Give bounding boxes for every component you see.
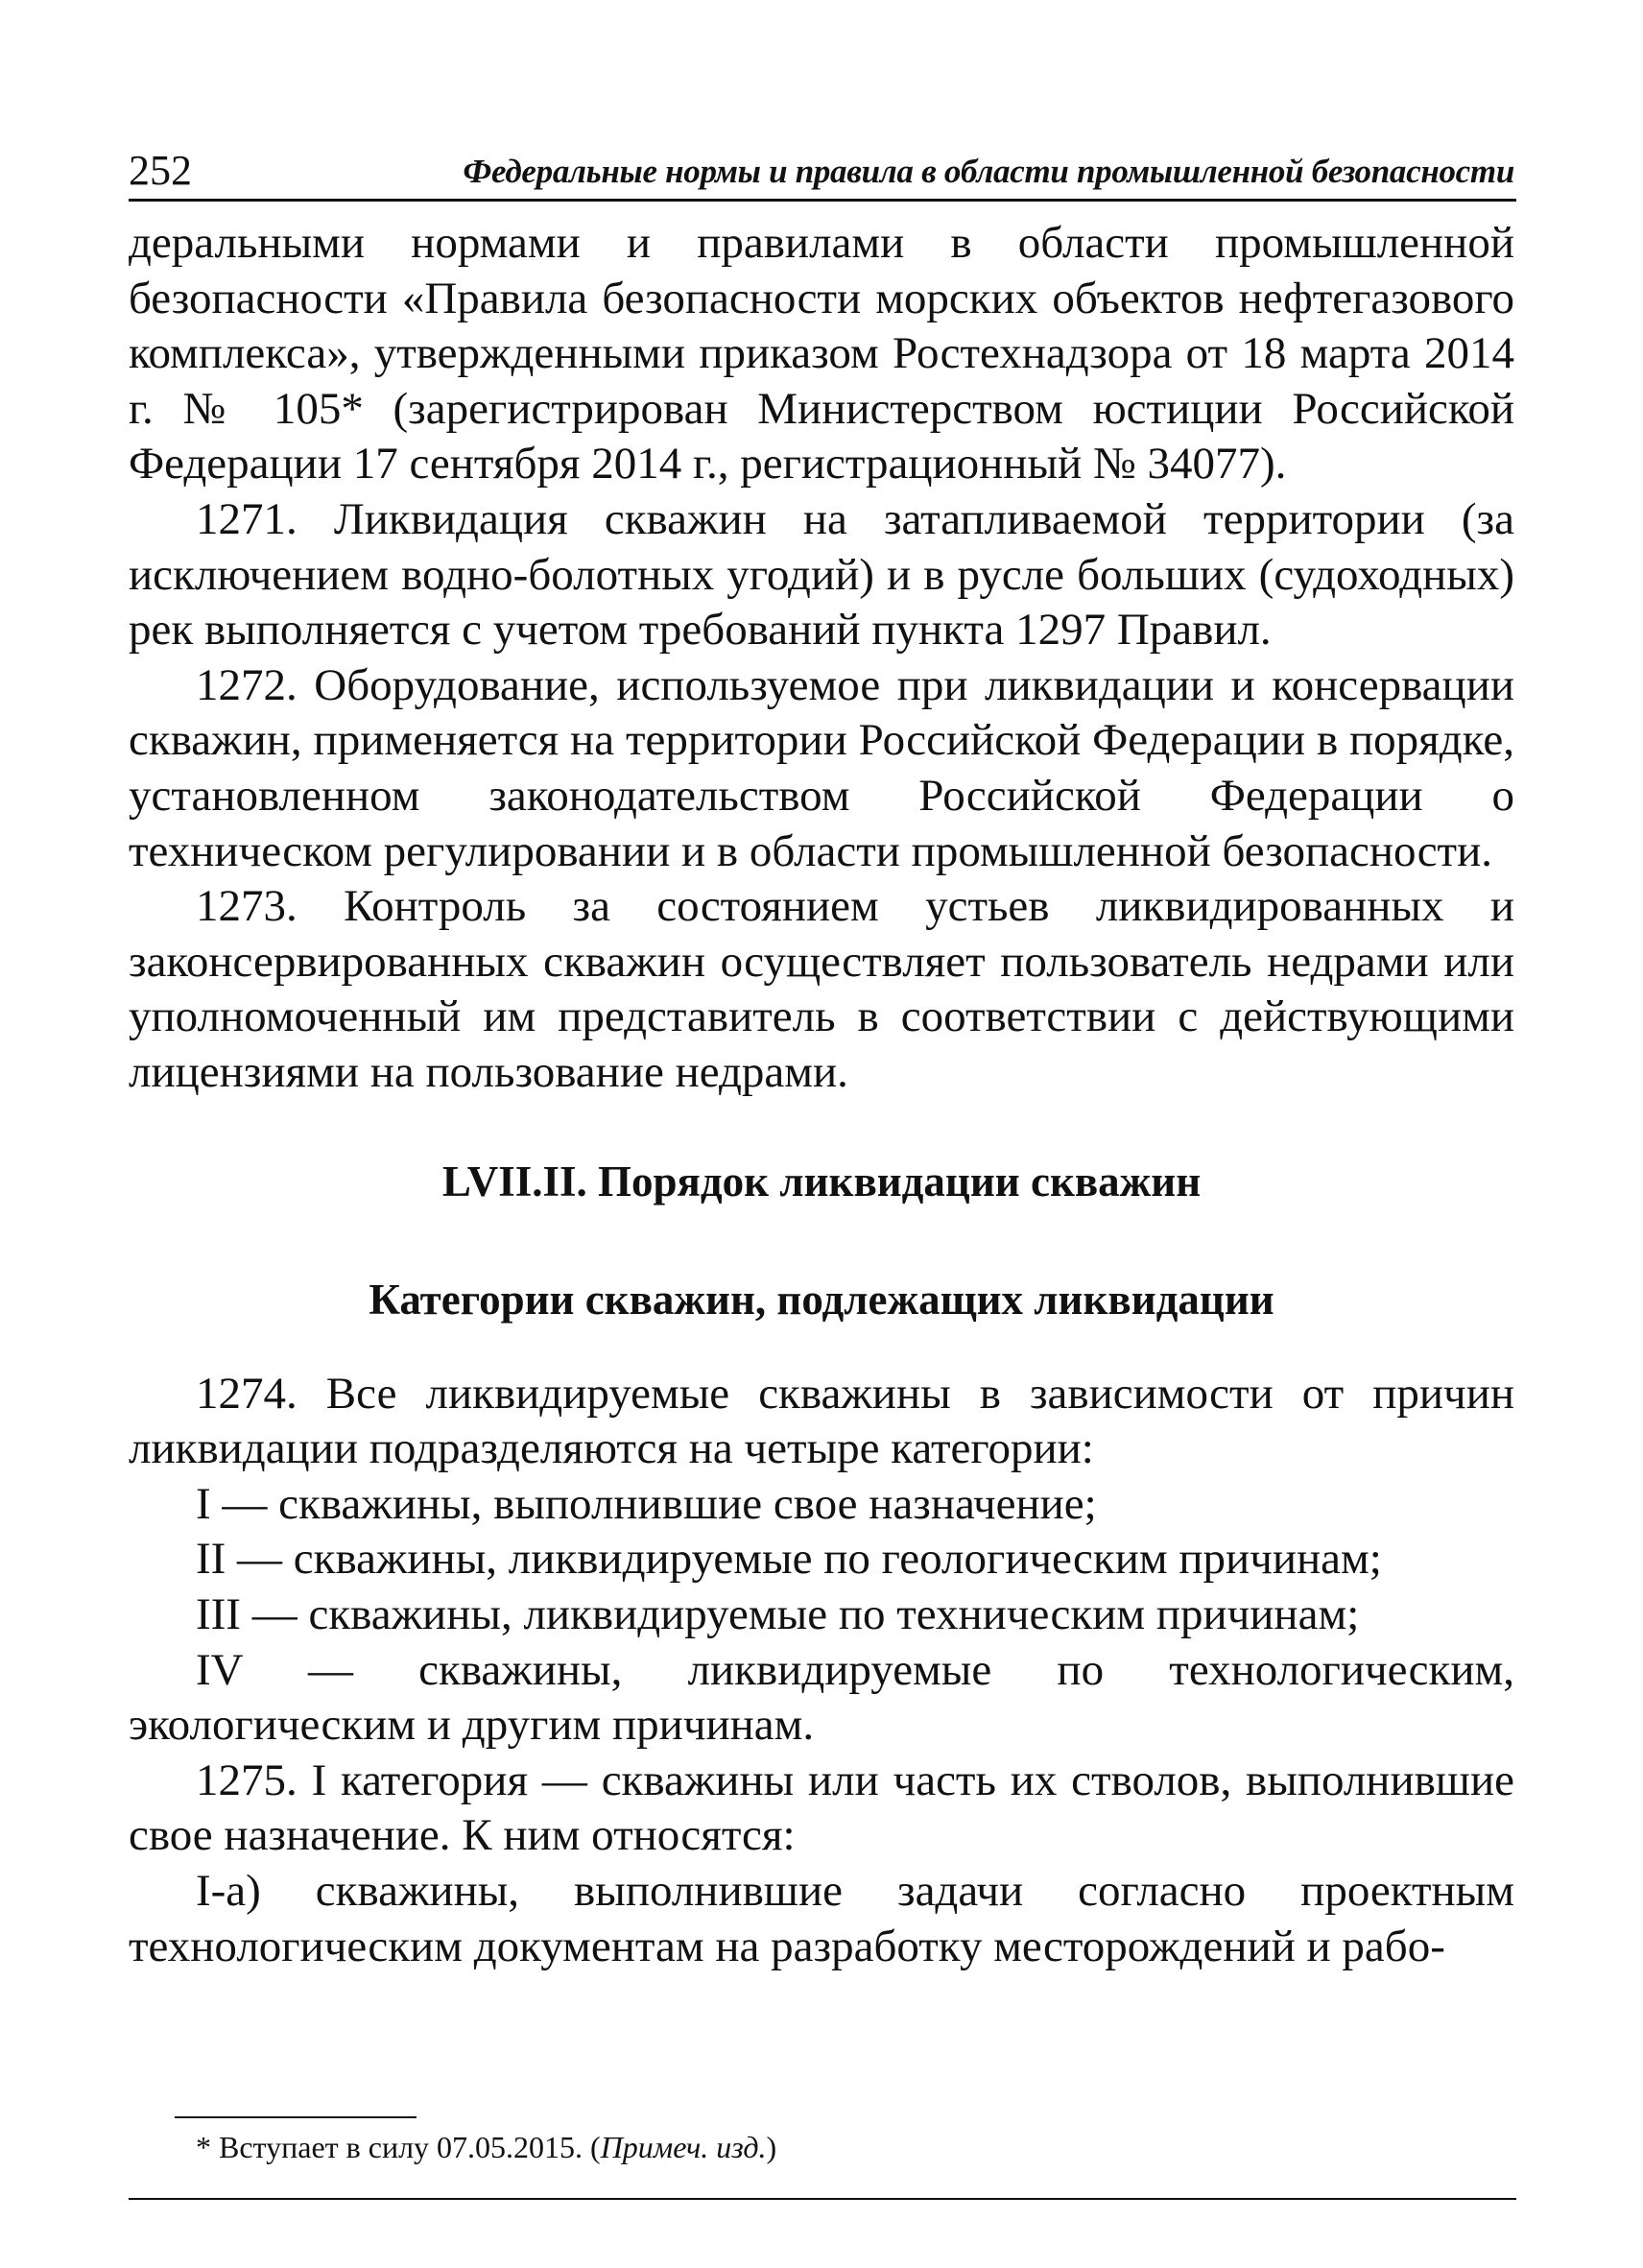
subsection-heading: Категории скважин, подлежащих ликвидации <box>369 1276 1274 1325</box>
section-heading: LVII.II. Порядок ликвидации скважин <box>441 1157 1202 1206</box>
footnote <box>196 2126 776 2168</box>
footnote-rule <box>175 2116 417 2118</box>
category-item-2: II — скважины, ликвидируемые по геологическим причинам; <box>196 1534 1382 1585</box>
paragraph-1273: 1273. Контроль за состоянием устьев ликвидированных и законсервированных скважин осуществляет пользователь недрами или уполномоченный им представитель в соответствии с действующими лицензиями на пользование недрами. <box>129 881 1514 1097</box>
footnote-close: ) <box>766 2130 777 2164</box>
header-rule <box>129 199 1516 202</box>
paragraph-1274: 1274. Все ликвидируемые скважины в зависимости от причин ликвидации подразделяются на четыре категории: <box>129 1368 1514 1474</box>
category-item-1: I — скважины, выполнившие свое назначение; <box>196 1478 1097 1529</box>
paragraph-1272: 1272. Оборудование, используемое при ликвидации и консервации скважин, применяется на территории Российской Федерации в порядке, установленном законодательством Российской Федерации о техническом регулировании и в области промышленной безопасности. <box>129 659 1514 876</box>
footnote-note-label: Примеч. изд. <box>600 2130 767 2164</box>
footnote-text: * Вступает в силу 07.05.2015. ( <box>196 2130 601 2164</box>
running-header <box>129 146 1514 202</box>
category-item-4: IV — скважины, ликвидируемые по технологическим, экологическим и другим причинам. <box>129 1644 1514 1751</box>
paragraph-1-a: I-а) скважины, выполнившие задачи согласно проектным технологическим документам на разработку месторождений и рабо- <box>129 1866 1514 1971</box>
paragraph-1275: 1275. I категория — скважины или часть их стволов, выполнившие свое назначение. К ним относятся: <box>129 1755 1514 1861</box>
body-text <box>129 216 1514 1974</box>
page-number: 252 <box>129 147 192 194</box>
bottom-rule <box>129 2198 1516 2200</box>
paragraph-1271: 1271. Ликвидация скважин на затапливаемой территории (за исключением водно-болотных угодий) и в русле больших (судоходных) рек выполняется с учетом требований пункта 1297 Правил. <box>129 493 1514 656</box>
running-title: Федеральные нормы и правила в области промышленной безопасности <box>463 153 1514 190</box>
category-item-3: III — скважины, ликвидируемые по техническим причинам; <box>196 1589 1360 1640</box>
paragraph-continuation: деральными нормами и правилами в области промышленной безопасности «Правила безопасности морских объектов нефтегазового комплекса», утвержденными приказом Ростехнадзора от 18 марта 2014 г. № 105* (зарегистрирован Министерством юстиции Российской Федерации 17 сентября 2014 г., регистрационный № 34077). <box>129 218 1514 489</box>
